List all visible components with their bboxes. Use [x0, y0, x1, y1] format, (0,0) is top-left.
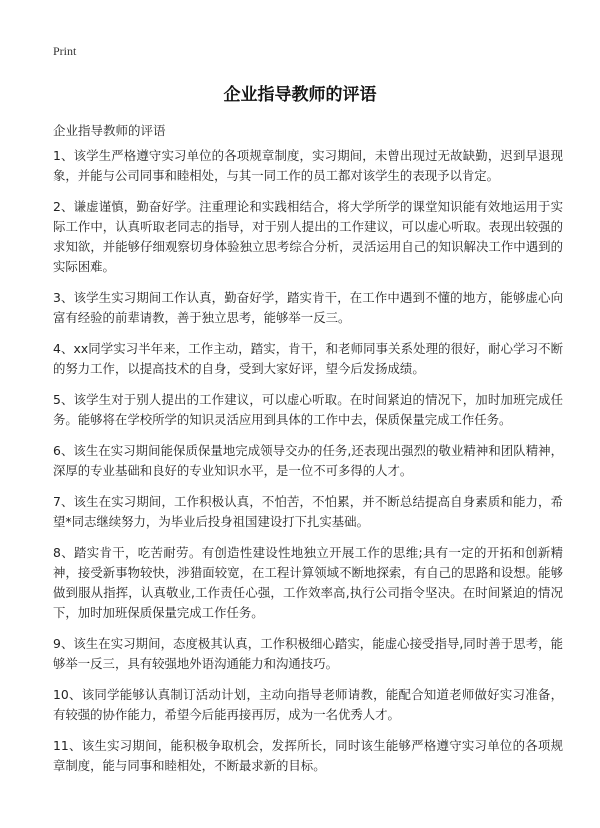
paragraph-8: 8、踏实肯干，吃苦耐劳。有创造性建设性地独立开展工作的思维;具有一定的开拓和创新精神，接受新事物较快，涉猎面较宽，在工程计算领域不断地探索，有自己的思路和设想。能够做到服从指挥，认真敬业,工作责任心强，工作效率高,执行公司指令坚决。在时间紧迫的情况下，加时加班保质保量完成工作任务。: [53, 545, 563, 620]
paragraph-1: 1、该学生严格遵守实习单位的各项规章制度，实习期间，未曾出现过无故缺勤，迟到早退现象，并能与公司同事和睦相处，与其一同工作的员工都对该学生的表现予以肯定。: [53, 148, 563, 183]
document-body: [53, 146, 563, 787]
paragraph-10: 10、该同学能够认真制订活动计划，主动向指导老师请教，能配合知道老师做好实习准备，有较强的协作能力，希望今后能再接再厉，成为一名优秀人才。: [53, 687, 563, 722]
document-title: 企业指导教师的评语: [223, 85, 377, 105]
paragraph-5: 5、该学生对于别人提出的工作建议，可以虚心听取。在时间紧迫的情况下，加时加班完成任务。能够将在学校所学的知识灵活应用到具体的工作中去，保质保量完成工作任务。: [53, 392, 563, 427]
paragraph-9: 9、该生在实习期间，态度极其认真，工作积极细心踏实，能虚心接受指导,同时善于思考，能够举一反三，具有较强地外语沟通能力和沟通技巧。: [53, 636, 563, 671]
document-subtitle: 企业指导教师的评语: [53, 123, 166, 138]
paragraph-7: 7、该生在实习期间，工作积极认真，不怕苦，不怕累，并不断总结提高自身素质和能力，希望*同志继续努力，为毕业后投身祖国建设打下扎实基础。: [53, 494, 563, 529]
print-label: Print: [53, 44, 77, 58]
paragraph-4: 4、xx同学实习半年来，工作主动，踏实，肯干，和老师同事关系处理的很好，耐心学习不断的努力工作，以提高技术的自身，受到大家好评，望今后发扬成绩。: [53, 341, 563, 376]
paragraph-6: 6、该生在实习期间能保质保量地完成领导交办的任务,还表现出强烈的敬业精神和团队精神，深厚的专业基础和良好的专业知识水平，是一位不可多得的人才。: [53, 443, 563, 478]
paragraph-11: 11、该生实习期间，能积极争取机会，发挥所长，同时该生能够严格遵守实习单位的各项规章制度，能与同事和睦相处，不断最求新的目标。: [53, 738, 563, 773]
paragraph-2: 2、谦虚谨慎，勤奋好学。注重理论和实践相结合，将大学所学的课堂知识能有效地运用于实际工作中，认真听取老同志的指导，对于别人提出的工作建议，可以虚心听取。表现出较强的求知欲，并能够仔细观察切身体验独立思考综合分析，灵活运用自己的知识解决工作中遇到的实际困难。: [53, 199, 563, 274]
paragraph-3: 3、该学生实习期间工作认真，勤奋好学，踏实肯干，在工作中遇到不懂的地方，能够虚心向富有经验的前辈请教，善于独立思考，能够举一反三。: [53, 290, 563, 325]
